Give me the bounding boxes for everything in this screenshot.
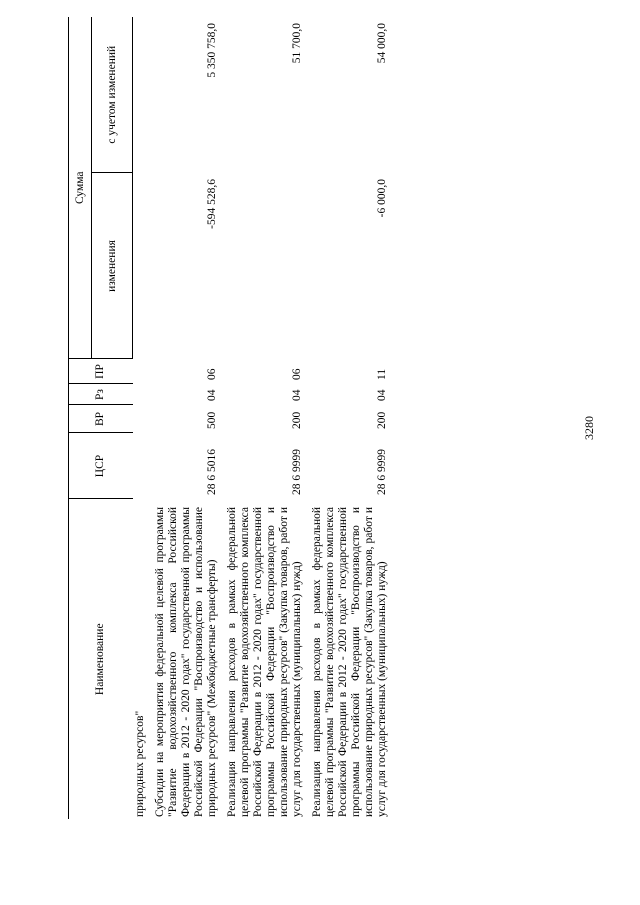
- row-vr: 200: [290, 411, 303, 429]
- header-with-change: с учетом изменений: [92, 17, 133, 173]
- row-pr: 06: [290, 368, 303, 380]
- table-row: [223, 17, 308, 819]
- row-csr: 28 6 9999: [375, 449, 388, 495]
- header-vr: ВР: [69, 405, 133, 433]
- header-pr: ПР: [69, 359, 133, 384]
- header-name: Наименование: [69, 499, 133, 819]
- row-pr: 11: [375, 368, 388, 380]
- row-rz: 04: [375, 389, 388, 401]
- row-rz: 04: [290, 389, 303, 401]
- row-csr: 28 6 9999: [290, 449, 303, 495]
- row-vr: 200: [375, 411, 388, 429]
- row-name: Реализация направления расходов в рамках федеральной целевой программы "Развитие водохозяйственного комплекса Российской Федерации в 2012 - 2020 годах" государственной программы Российской Федерации "Воспроизводство и использование природных ресурсов" (Закупка товаров, работ и услуг для государственных (муниципальных) нужд): [225, 507, 303, 817]
- table-row: [151, 17, 223, 819]
- row-csr: 28 6 5016: [205, 449, 218, 495]
- row-with-change: 54 000,0: [375, 22, 388, 64]
- row-vr: 500: [205, 411, 218, 429]
- row-rz: 04: [205, 389, 218, 401]
- row-change: -6 000,0: [375, 179, 388, 218]
- table-row: [308, 17, 393, 819]
- continuation-text: природных ресурсов": [133, 710, 146, 817]
- row-name: Реализация направления расходов в рамках федеральной целевой программы "Развитие водохозяйственного комплекса Российской Федерации в 2012 - 2020 годах" государственной программы Российской Федерации "Воспроизводство и использование природных ресурсов" (Закупка товаров, работ и услуг для государственных (муниципальных) нужд): [310, 507, 388, 817]
- row-change: [223, 173, 308, 359]
- header-change: изменения: [92, 173, 133, 359]
- row-with-change: 5 350 758,0: [205, 22, 218, 78]
- row-pr: 06: [205, 368, 218, 380]
- continuation-row: [133, 17, 151, 819]
- row-name: Субсидии на мероприятия федеральной целевой программы "Развитие водохозяйственного комплекса Российской Федерации в 2012 - 2020 годах" государственной программы Российской Федерации "Воспроизводство и использование природных ресурсов" (Межбюджетные трансферты): [153, 507, 218, 817]
- row-with-change: 51 700,0: [290, 22, 303, 64]
- row-change: -594 528,6: [205, 179, 218, 229]
- table-body: [133, 17, 393, 819]
- budget-table: [68, 17, 393, 819]
- table-header: [69, 17, 133, 819]
- page-number: 3280: [582, 416, 596, 440]
- header-sum: Сумма: [69, 17, 92, 359]
- header-rz: Рз: [69, 384, 133, 405]
- header-csr: ЦСР: [69, 433, 133, 499]
